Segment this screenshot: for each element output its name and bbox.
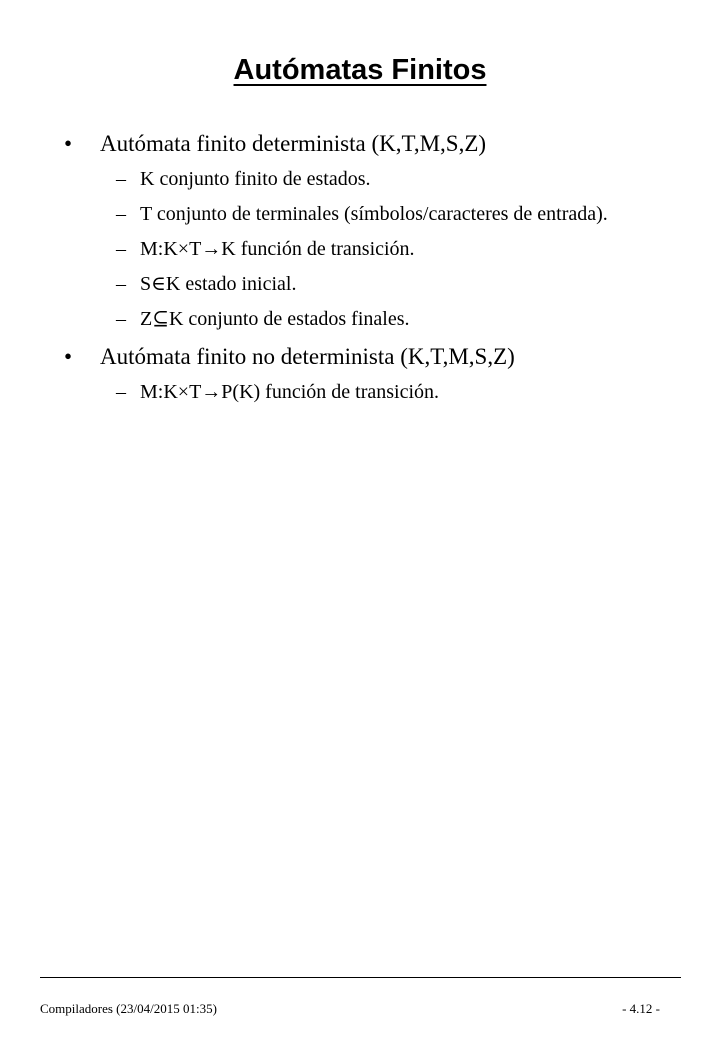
- page-title: Autómatas Finitos: [233, 54, 487, 86]
- footer-page-number: - 4.12 -: [622, 1001, 660, 1016]
- subitem-text: K conjunto finito de estados.: [140, 168, 371, 190]
- bullet-text: Autómata finito determinista (K,T,M,S,Z): [100, 131, 487, 156]
- deterministic-subitems: [64, 165, 664, 334]
- subitem-text: M:K×T→P(K) función de transición.: [140, 381, 440, 403]
- subitem-initial-state: [64, 270, 664, 299]
- subitem-text: S∈K estado inicial.: [140, 273, 297, 295]
- nondeterministic-subitems: [64, 378, 664, 407]
- dash-glyph: –: [116, 381, 126, 403]
- subitem-text: M:K×T→K función de transición.: [140, 238, 415, 260]
- footer-divider: [40, 977, 681, 978]
- dash-glyph: –: [116, 168, 126, 190]
- bullet-nondeterministic: [64, 340, 664, 374]
- dash-glyph: –: [116, 308, 126, 330]
- bullet-glyph: •: [64, 131, 73, 156]
- bullet-deterministic: [64, 127, 664, 161]
- subitem-final-states: [64, 305, 664, 334]
- dash-glyph: –: [116, 238, 126, 260]
- subitem-text: Z⊆K conjunto de estados finales.: [140, 308, 410, 330]
- subitem-terminals: [64, 200, 664, 229]
- dash-glyph: –: [116, 273, 126, 295]
- dash-glyph: –: [116, 203, 126, 225]
- subitem-transition: [64, 235, 664, 264]
- bullet-glyph: •: [64, 344, 73, 369]
- bullet-text: Autómata finito no determinista (K,T,M,S,Z): [100, 344, 515, 369]
- footer-course-date: Compiladores (23/04/2015 01:35): [40, 1001, 217, 1016]
- subitem-nd-transition: [64, 378, 664, 407]
- subitem-text: T conjunto de terminales (símbolos/caracteres de entrada).: [140, 203, 608, 225]
- slide-content: [64, 127, 664, 413]
- subitem-states: [64, 165, 664, 194]
